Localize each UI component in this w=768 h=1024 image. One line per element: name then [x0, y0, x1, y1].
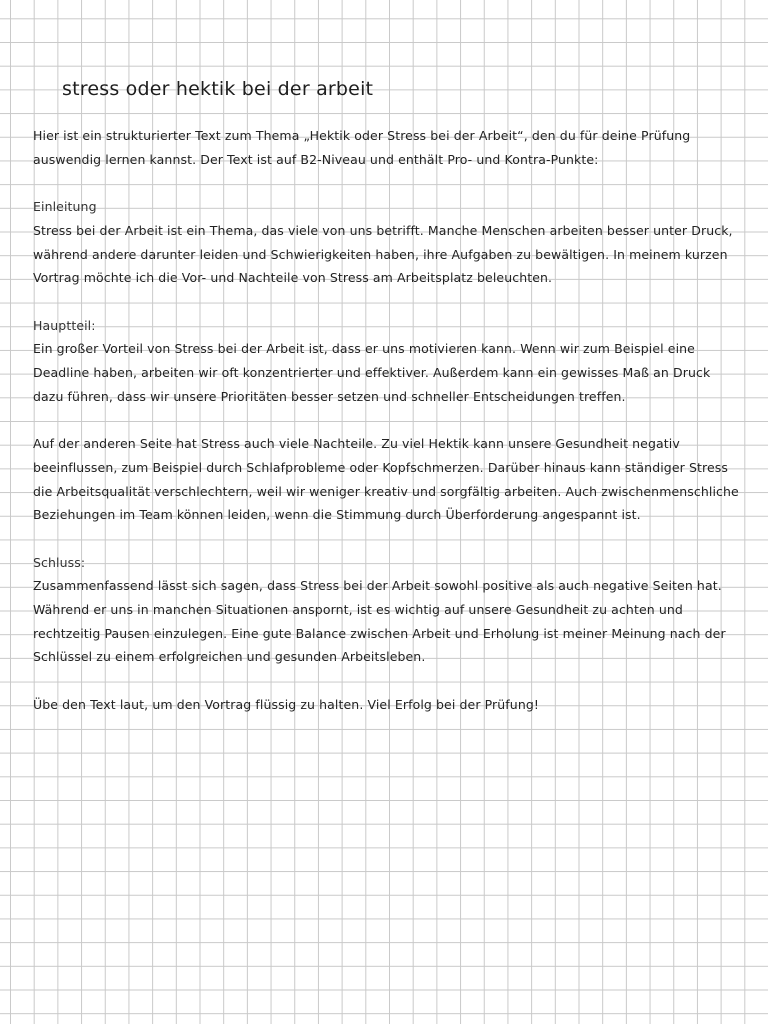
paragraph-gap [33, 669, 739, 693]
hauptteil-contra-paragraph: Auf der anderen Seite hat Stress auch viele Nachteile. Zu viel Hektik kann unsere Gesundheit negativ beeinflussen, zum Beispiel durch Schlafprobleme oder Kopfschmerzen. Darüber hinaus kann ständiger Stress die Arbeitsqualität verschlechtern, weil wir weniger kreativ und sorgfältig arbeiten. Auch zwischenmenschliche Beziehungen im Team können leiden, wenn die Stimmung durch Überforderung angespannt ist. [33, 436, 739, 523]
paragraph-gap [33, 408, 739, 432]
paragraph-gap [33, 290, 739, 314]
closing-paragraph: Übe den Text laut, um den Vortrag flüssig zu halten. Viel Erfolg bei der Prüfung! [33, 696, 539, 712]
intro-paragraph: Hier ist ein strukturierter Text zum Thema „Hektik oder Stress bei der Arbeit“, den du für deine Prüfung auswendig lernen kannst. Der Text ist auf B2-Niveau und enthält Pro- und Kontra-Punkte: [33, 128, 691, 167]
schluss-heading: Schluss: [33, 554, 86, 570]
schluss-paragraph: Zusammenfassend lässt sich sagen, dass Stress bei der Arbeit sowohl positive als auch negative Seiten hat. Während er uns in manchen Situationen anspornt, ist es wichtig auf unsere Gesundheit zu achten und rechtzeitig Pausen einzulegen. Eine gute Balance zwischen Arbeit und Erholung ist meiner Meinung nach der Schlüssel zu einem erfolgreichen und gesunden Arbeitsleben. [33, 578, 726, 665]
note-title: stress oder hektik bei der arbeit [62, 78, 374, 100]
einleitung-paragraph: Stress bei der Arbeit ist ein Thema, das viele von uns betrifft. Manche Menschen arbeiten besser unter Druck, während andere darunter leiden und Schwierigkeiten haben, ihre Aufgaben zu bewältigen. In meinem kurzen Vortrag möchte ich die Vor- und Nachteile von Stress am Arbeitsplatz beleuchten. [33, 222, 733, 286]
note-content [33, 124, 739, 717]
paragraph-gap [33, 171, 739, 195]
paragraph-gap [33, 527, 739, 551]
einleitung-heading: Einleitung [33, 199, 97, 215]
hauptteil-heading: Hauptteil: [33, 317, 96, 333]
hauptteil-pro-paragraph: Ein großer Vorteil von Stress bei der Arbeit ist, dass er uns motivieren kann. Wenn wir zum Beispiel eine Deadline haben, arbeiten wir oft konzentrierter und effektiver. Außerdem kann ein gewisses Maß an Druck dazu führen, dass wir unsere Prioritäten besser setzen und schneller Entscheidungen treffen. [33, 341, 711, 404]
